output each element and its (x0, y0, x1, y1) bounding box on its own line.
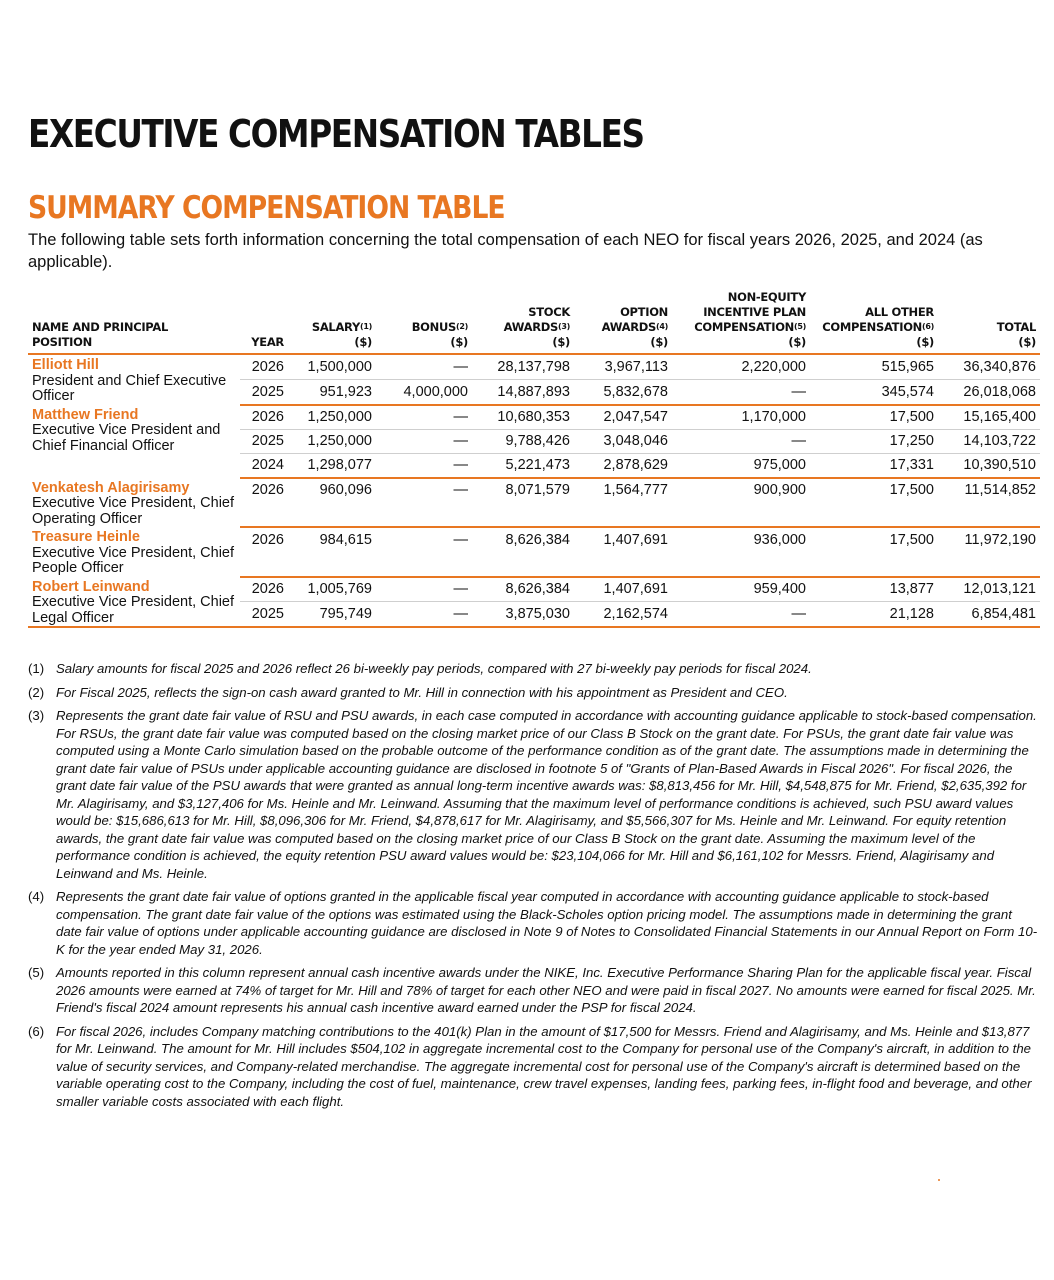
cell-year: 2026 (251, 482, 284, 499)
header-non-equity-incentive: NON-EQUITY INCENTIVE PLAN COMPENSATION$^{(5)}$ ($) (672, 290, 810, 354)
header-salary: SALARY$^{(1)}$ ($) (288, 290, 376, 354)
cell-all-other: 17,500 (889, 409, 934, 425)
executive-title: Executive Vice President, Chief Operating Officer (32, 495, 235, 527)
cell-non-equity-incentive: — (672, 602, 810, 627)
cell-stock-awards: 3,875,030 (472, 602, 574, 627)
cell-bonus: — (376, 429, 472, 453)
cell-total: 36,340,876 (963, 358, 1036, 375)
executive-title: Executive Vice President and Chief Financial Officer (32, 422, 221, 454)
cell-non-equity-incentive: 959,400 (753, 581, 806, 598)
cell-all-other: 21,128 (810, 602, 938, 627)
footnote-number: (3) (28, 708, 45, 723)
cell-stock-awards: 8,626,384 (505, 581, 570, 598)
cell-all-other: 17,500 (889, 482, 934, 499)
cell-total: 10,390,510 (938, 453, 1040, 478)
cell-year: 2025 (240, 602, 288, 627)
cell-bonus: — (453, 531, 468, 548)
cell-option-awards: 5,832,678 (574, 379, 672, 404)
footnote-text: For fiscal 2026, includes Company matching contributions to the 401(k) Plan in the amount of $17,500 for Messrs. Friend and Alagirisamy, and Ms. Heinle and $13,877 for Mr. Leinwand. The amount for Mr. Hill includes $504,102 in aggregate incremental cost to the Company for personal use of the Company's aircraft, in addition to the value of security services, and Company-related merchandise. The aggregate incremental cost for personal use of the Company's aircraft is determined based on the variable operating cost to the Company, including the cost of fuel, maintenance, crew travel expenses, landing fees, parking fees, in-flight food and beverage, and other smaller variable costs associated with each flight. (56, 1023, 1032, 1109)
cell-salary: 1,250,000 (288, 429, 376, 453)
page-title: EXECUTIVE COMPENSATION TABLES (28, 112, 644, 156)
footnote (28, 1023, 1040, 1111)
executive-name: Venkatesh Alagirisamy (32, 479, 190, 496)
footnote-text: Represents the grant date fair value of options granted in the applicable fiscal year computed in accordance with accounting guidance applicable to stock-based compensation. The grant date fair value of the options was estimated using the Black-Scholes option pricing model. The assumptions made in determining the grant date fair value of options under applicable accounting guidance are disclosed in Note 9 of Notes to Consolidated Financial Statements in our Annual Report on Form 10-K for the year ended May 31, 2026. (56, 889, 1038, 957)
cell-salary: 1,250,000 (307, 409, 372, 425)
cell-non-equity-incentive: — (672, 429, 810, 453)
summary-compensation-table (28, 290, 1040, 628)
table-row (28, 527, 1040, 552)
header-total: TOTAL ($) (938, 290, 1040, 354)
footnote-number: (6) (28, 1023, 45, 1039)
footnote-text: Represents the grant date fair value of RSU and PSU awards, in each case computed in accordance with accounting guidance applicable to stock-based compensation. For RSUs, the grant date fair value was computed based on the closing market price of our Class B Stock on the grant date. For PSUs, the grant date fair value was computed using a Monte Carlo simulation based on the probable outcome of the performance condition as of the grant date. The assumptions made in determining the grant date fair value of PSUs under applicable accounting guidance are disclosed in footnote 5 of "Grants of Plan-Based Awards in Fiscal 2026". For fiscal 2026, the grant date fair value of the PSU awards that were granted as annual long-term incentive awards was: $8,813,456 for Mr. Hill, $4,548,875 for Mr. Friend, $2,635,392 for Mr. Alagirisamy, and $3,127,406 for Ms. Heinle and Mr. Leinwand. Assuming that the maximum level of performance conditions is achieved, such PSU award values would be: $15,686,613 for Mr. Hill, $8,096,306 for Mr. Friend, $4,878,617 for Mr. Alagirisamy, and $5,566,307 for Ms. Heinle and Mr. Leinwand. For equity retention awards, the grant date fair value was computed based on the closing market price of our Class B Stock on the grant date. Assuming the maximum level of the performance condition is achieved, the equity retention PSU award values would be: $23,104,066 for Mr. Hill and $6,161,102 for Messrs. Friend, Alagirisamy and Leinwand and Ms. Heinle. (56, 708, 1037, 881)
intro-paragraph: The following table sets forth information concerning the total compensation of each NEO for fiscal years 2026, 2025, and 2024 (as applicable). (28, 231, 983, 271)
cell-total: 14,103,722 (938, 429, 1040, 453)
header-all-other-compensation: ALL OTHER COMPENSATION$^{(6)}$ ($) (810, 290, 938, 354)
cell-year: 2026 (251, 531, 284, 548)
footnote-text: Amounts reported in this column represent annual cash incentive awards under the NIKE, Inc. Executive Performance Sharing Plan for the applicable fiscal year. Fiscal 2026 amounts were earned at 74% of target for Mr. Hill and 78% of target for each other NEO and were paid in fiscal 2027. No amounts were earned for fiscal 2025. Mr. Friend's fiscal 2024 amount represents his annual cash incentive award earned under the PSP for fiscal 2024. (56, 965, 1036, 1015)
table-row (28, 354, 1040, 379)
cell-salary: 1,298,077 (288, 453, 376, 478)
footnote-text: For Fiscal 2025, reflects the sign-on cash award granted to Mr. Hill in connection with his appointment as President and CEO. (56, 684, 788, 700)
cell-all-other: 17,500 (889, 531, 934, 548)
executive-cell (28, 354, 240, 405)
cell-non-equity-incentive: 2,220,000 (741, 358, 806, 375)
executive-name: Elliott Hill (32, 357, 99, 373)
cell-stock-awards: 5,221,473 (472, 453, 574, 478)
cell-total: 11,972,190 (964, 531, 1036, 548)
table-row (28, 478, 1040, 503)
cell-year: 2025 (240, 429, 288, 453)
cell-total: 12,013,121 (963, 581, 1036, 598)
cell-option-awards: 2,878,629 (574, 453, 672, 478)
cell-all-other: 17,331 (810, 453, 938, 478)
cell-total: 6,854,481 (938, 602, 1040, 627)
cell-all-other: 515,965 (881, 358, 934, 375)
cell-bonus: — (453, 581, 468, 598)
footnote-number: (1) (28, 661, 45, 676)
footnote-number: (5) (28, 965, 45, 980)
cell-all-other: 17,250 (810, 429, 938, 453)
cell-all-other: 345,574 (810, 379, 938, 404)
cell-stock-awards: 8,626,384 (505, 531, 570, 548)
footnotes (28, 660, 1040, 1116)
cell-total: 11,514,852 (964, 482, 1036, 499)
executive-name: Robert Leinwand (32, 578, 150, 595)
cell-year: 2025 (240, 379, 288, 404)
cell-salary: 984,615 (319, 531, 372, 548)
cell-salary: 960,096 (319, 482, 372, 499)
executive-title: Executive Vice President, Chief People Officer (32, 544, 235, 576)
footnote-text: Salary amounts for fiscal 2025 and 2026 reflect 26 bi-weekly pay periods, compared with 27 bi-weekly pay periods for fiscal 2024. (56, 661, 812, 676)
cell-salary: 1,500,000 (307, 358, 372, 375)
cell-non-equity-incentive: 975,000 (672, 453, 810, 478)
cell-year: 2026 (251, 358, 284, 375)
executive-name: Matthew Friend (32, 406, 139, 423)
executive-cell (28, 577, 240, 628)
executive-cell (28, 478, 240, 528)
executive-cell (28, 527, 240, 577)
cell-stock-awards: 10,680,353 (497, 409, 570, 425)
footnote (28, 888, 1040, 958)
cell-year: 2024 (240, 453, 288, 478)
cell-stock-awards: 28,137,798 (497, 358, 570, 375)
cell-option-awards: 1,407,691 (603, 531, 668, 548)
cell-option-awards: 2,047,547 (603, 409, 668, 425)
executive-title: President and Chief Executive Officer (32, 372, 227, 404)
cell-option-awards: 2,162,574 (574, 602, 672, 627)
cell-stock-awards: 8,071,579 (505, 482, 570, 499)
cell-non-equity-incentive: 900,900 (753, 482, 806, 499)
section-title: SUMMARY COMPENSATION TABLE (28, 190, 505, 226)
cell-bonus: — (376, 453, 472, 478)
cell-total: 26,018,068 (938, 379, 1040, 404)
executive-title: Executive Vice President, Chief Legal Officer (32, 594, 235, 626)
cell-salary: 1,005,769 (307, 581, 372, 598)
footnote (28, 707, 1040, 882)
cell-option-awards: 1,564,777 (603, 482, 668, 499)
cell-total: 15,165,400 (963, 409, 1036, 425)
cell-year: 2026 (251, 581, 284, 598)
table-header-row (28, 290, 1040, 354)
cell-stock-awards: 14,887,893 (472, 379, 574, 404)
decorative-dot (938, 1179, 940, 1181)
cell-non-equity-incentive: — (672, 379, 810, 404)
cell-non-equity-incentive: 1,170,000 (741, 409, 806, 425)
footnote-number: (2) (28, 684, 45, 700)
cell-salary: 951,923 (288, 379, 376, 404)
cell-salary: 795,749 (288, 602, 376, 627)
cell-bonus: — (453, 409, 468, 425)
cell-option-awards: 3,048,046 (574, 429, 672, 453)
cell-bonus: 4,000,000 (376, 379, 472, 404)
executive-name: Treasure Heinle (32, 529, 140, 545)
cell-option-awards: 3,967,113 (604, 358, 668, 375)
cell-stock-awards: 9,788,426 (472, 429, 574, 453)
header-bonus: BONUS$^{(2)}$ ($) (376, 290, 472, 354)
cell-bonus: — (376, 602, 472, 627)
cell-bonus: — (453, 482, 468, 499)
header-year: YEAR (240, 290, 288, 354)
footnote (28, 660, 1040, 678)
footnote (28, 684, 1040, 702)
cell-non-equity-incentive: 936,000 (753, 531, 806, 548)
header-option-awards: OPTION AWARDS$^{(4)}$ ($) (574, 290, 672, 354)
header-stock-awards: STOCK AWARDS$^{(3)}$ ($) (472, 290, 574, 354)
cell-bonus: — (453, 358, 468, 375)
executive-cell (28, 405, 240, 478)
header-name: NAME AND PRINCIPAL POSITION (28, 290, 240, 354)
footnote-number: (4) (28, 889, 45, 904)
cell-year: 2026 (251, 409, 284, 425)
cell-option-awards: 1,407,691 (603, 581, 668, 598)
table-row (28, 577, 1040, 602)
cell-all-other: 13,877 (889, 581, 934, 598)
table-row (28, 405, 1040, 430)
footnote (28, 964, 1040, 1017)
